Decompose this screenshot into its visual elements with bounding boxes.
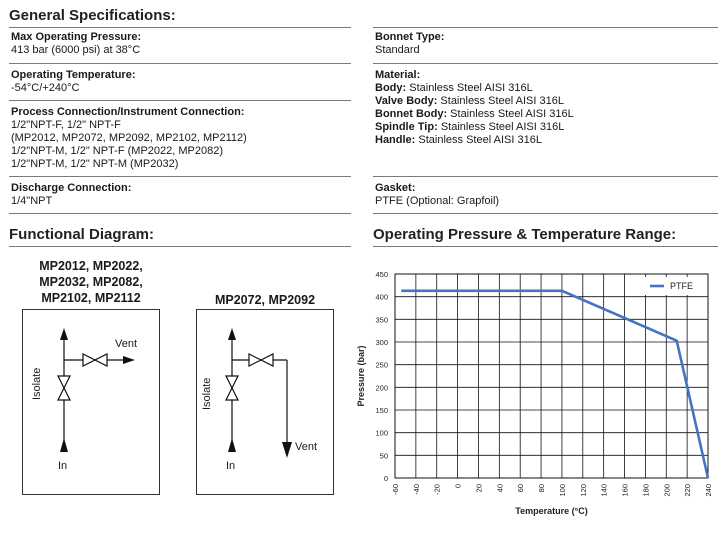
x-tick-label: -60 <box>391 484 400 495</box>
x-tick-label: 160 <box>620 484 630 497</box>
diagram2-models: MP2072, MP2092 <box>214 293 316 307</box>
y-tick-label: 250 <box>375 360 388 370</box>
spec-discharge-connection <box>11 182 131 208</box>
material-value: Stainless Steel AISI 316L <box>418 134 542 146</box>
isolate-label: Isolate <box>31 367 43 400</box>
y-tick-label: 350 <box>375 315 388 325</box>
x-tick-label: 0 <box>453 484 463 489</box>
model-line: MP2012, MP2022, <box>39 259 143 273</box>
x-tick-label: -20 <box>432 484 442 495</box>
spec-label: Operating Temperature: <box>11 69 136 81</box>
y-tick-label: 450 <box>375 270 388 279</box>
divider <box>373 27 718 28</box>
y-tick-label: 50 <box>379 451 388 461</box>
x-tick-label: -40 <box>411 484 421 495</box>
spec-process-connection <box>11 106 247 171</box>
material-item-body <box>375 82 574 95</box>
divider <box>373 246 718 247</box>
spec-value: 413 bar (6000 psi) at 38°C <box>11 44 141 56</box>
in-label: In <box>226 460 236 472</box>
spec-value: 1/4"NPT <box>11 195 53 207</box>
material-key: Valve Body: <box>375 95 438 107</box>
x-tick-label: 120 <box>578 484 588 497</box>
pressure-temperature-chart <box>350 262 722 524</box>
material-key: Bonnet Body: <box>375 108 448 120</box>
spec-value: 1/2"NPT-M, 1/2" NPT-F (MP2022, MP2082) <box>11 145 223 157</box>
y-tick-label: 300 <box>375 338 388 347</box>
divider <box>9 246 351 247</box>
y-tick-label: 150 <box>375 406 388 415</box>
divider <box>9 213 351 214</box>
plot-frame <box>395 274 708 478</box>
spec-value: PTFE (Optional: Grapfoil) <box>375 195 500 207</box>
material-value: Stainless Steel AISI 316L <box>440 95 564 107</box>
diagram2-box <box>196 309 334 495</box>
material-value: Stainless Steel AISI 316L <box>440 121 565 133</box>
material-item-valve-body <box>375 95 574 108</box>
in-label: In <box>58 460 68 472</box>
divider <box>9 176 351 177</box>
diagram2-schematic <box>197 310 333 494</box>
y-axis-label: Pressure (bar) <box>356 345 366 407</box>
spec-label: Material: <box>375 69 421 81</box>
model-line: MP2032, MP2082, <box>39 275 143 289</box>
spec-value: -54°C/+240°C <box>11 82 80 94</box>
diagram1-models <box>22 258 160 306</box>
spec-operating-temperature <box>11 69 136 95</box>
x-axis-label: Temperature (°C) <box>515 506 588 516</box>
material-key: Body: <box>375 82 407 94</box>
model-line: MP2102, MP2112 <box>41 291 141 305</box>
divider <box>9 63 351 64</box>
x-tick-label: 240 <box>704 484 713 497</box>
y-tick-label: 400 <box>375 292 388 302</box>
x-tick-label: 40 <box>495 484 505 493</box>
material-item-bonnet-body <box>375 108 574 121</box>
spec-value: 1/2"NPT-F, 1/2" NPT-F <box>11 119 121 131</box>
x-tick-label: 100 <box>557 484 567 497</box>
vent-label: Vent <box>115 338 138 350</box>
divider <box>9 27 351 28</box>
isolate-label: Isolate <box>201 377 213 410</box>
x-tick-label: 20 <box>474 484 484 493</box>
x-tick-label: 200 <box>662 484 672 497</box>
material-value: Stainless Steel AISI 316L <box>450 108 574 120</box>
spec-label: Gasket: <box>375 182 416 194</box>
general-specs-title: General Specifications: <box>9 7 176 24</box>
divider <box>9 100 351 101</box>
material-item-spindle-tip <box>375 121 574 134</box>
x-tick-label: 80 <box>537 484 547 493</box>
legend-label: PTFE <box>670 281 694 291</box>
y-tick-label: 100 <box>375 428 388 438</box>
spec-label: Discharge Connection: <box>11 182 132 194</box>
divider <box>373 213 718 214</box>
x-tick-label: 60 <box>516 484 526 493</box>
material-key: Handle: <box>375 134 416 146</box>
spec-gasket <box>375 182 499 208</box>
y-tick-label: 200 <box>375 383 388 393</box>
diagram1-box <box>22 309 160 495</box>
spec-label: Process Connection/Instrument Connection: <box>11 106 245 118</box>
spec-value: (MP2012, MP2072, MP2092, MP2102, MP2112) <box>11 132 247 144</box>
spec-material <box>375 69 574 147</box>
divider <box>373 63 718 64</box>
spec-max-pressure <box>11 31 141 57</box>
spec-label: Max Operating Pressure: <box>11 31 142 43</box>
series-line-ptfe <box>401 291 708 478</box>
x-tick-label: 140 <box>599 484 609 497</box>
x-tick-label: 220 <box>683 484 693 497</box>
spec-bonnet-type <box>375 31 444 57</box>
y-tick-label: 0 <box>383 474 388 483</box>
material-key: Spindle Tip: <box>375 121 438 133</box>
material-value: Stainless Steel AISI 316L <box>409 82 533 94</box>
x-tick-label: 180 <box>641 484 651 497</box>
spec-value: Standard <box>375 44 420 56</box>
vent-label: Vent <box>295 441 318 453</box>
spec-label: Bonnet Type: <box>375 31 445 43</box>
functional-diagram-title: Functional Diagram: <box>9 226 155 243</box>
material-item-handle <box>375 134 574 147</box>
diagram1-schematic <box>23 310 159 494</box>
spec-value: 1/2"NPT-M, 1/2" NPT-M (MP2032) <box>11 158 179 170</box>
range-title: Operating Pressure & Temperature Range: <box>373 226 677 243</box>
divider <box>373 176 718 177</box>
